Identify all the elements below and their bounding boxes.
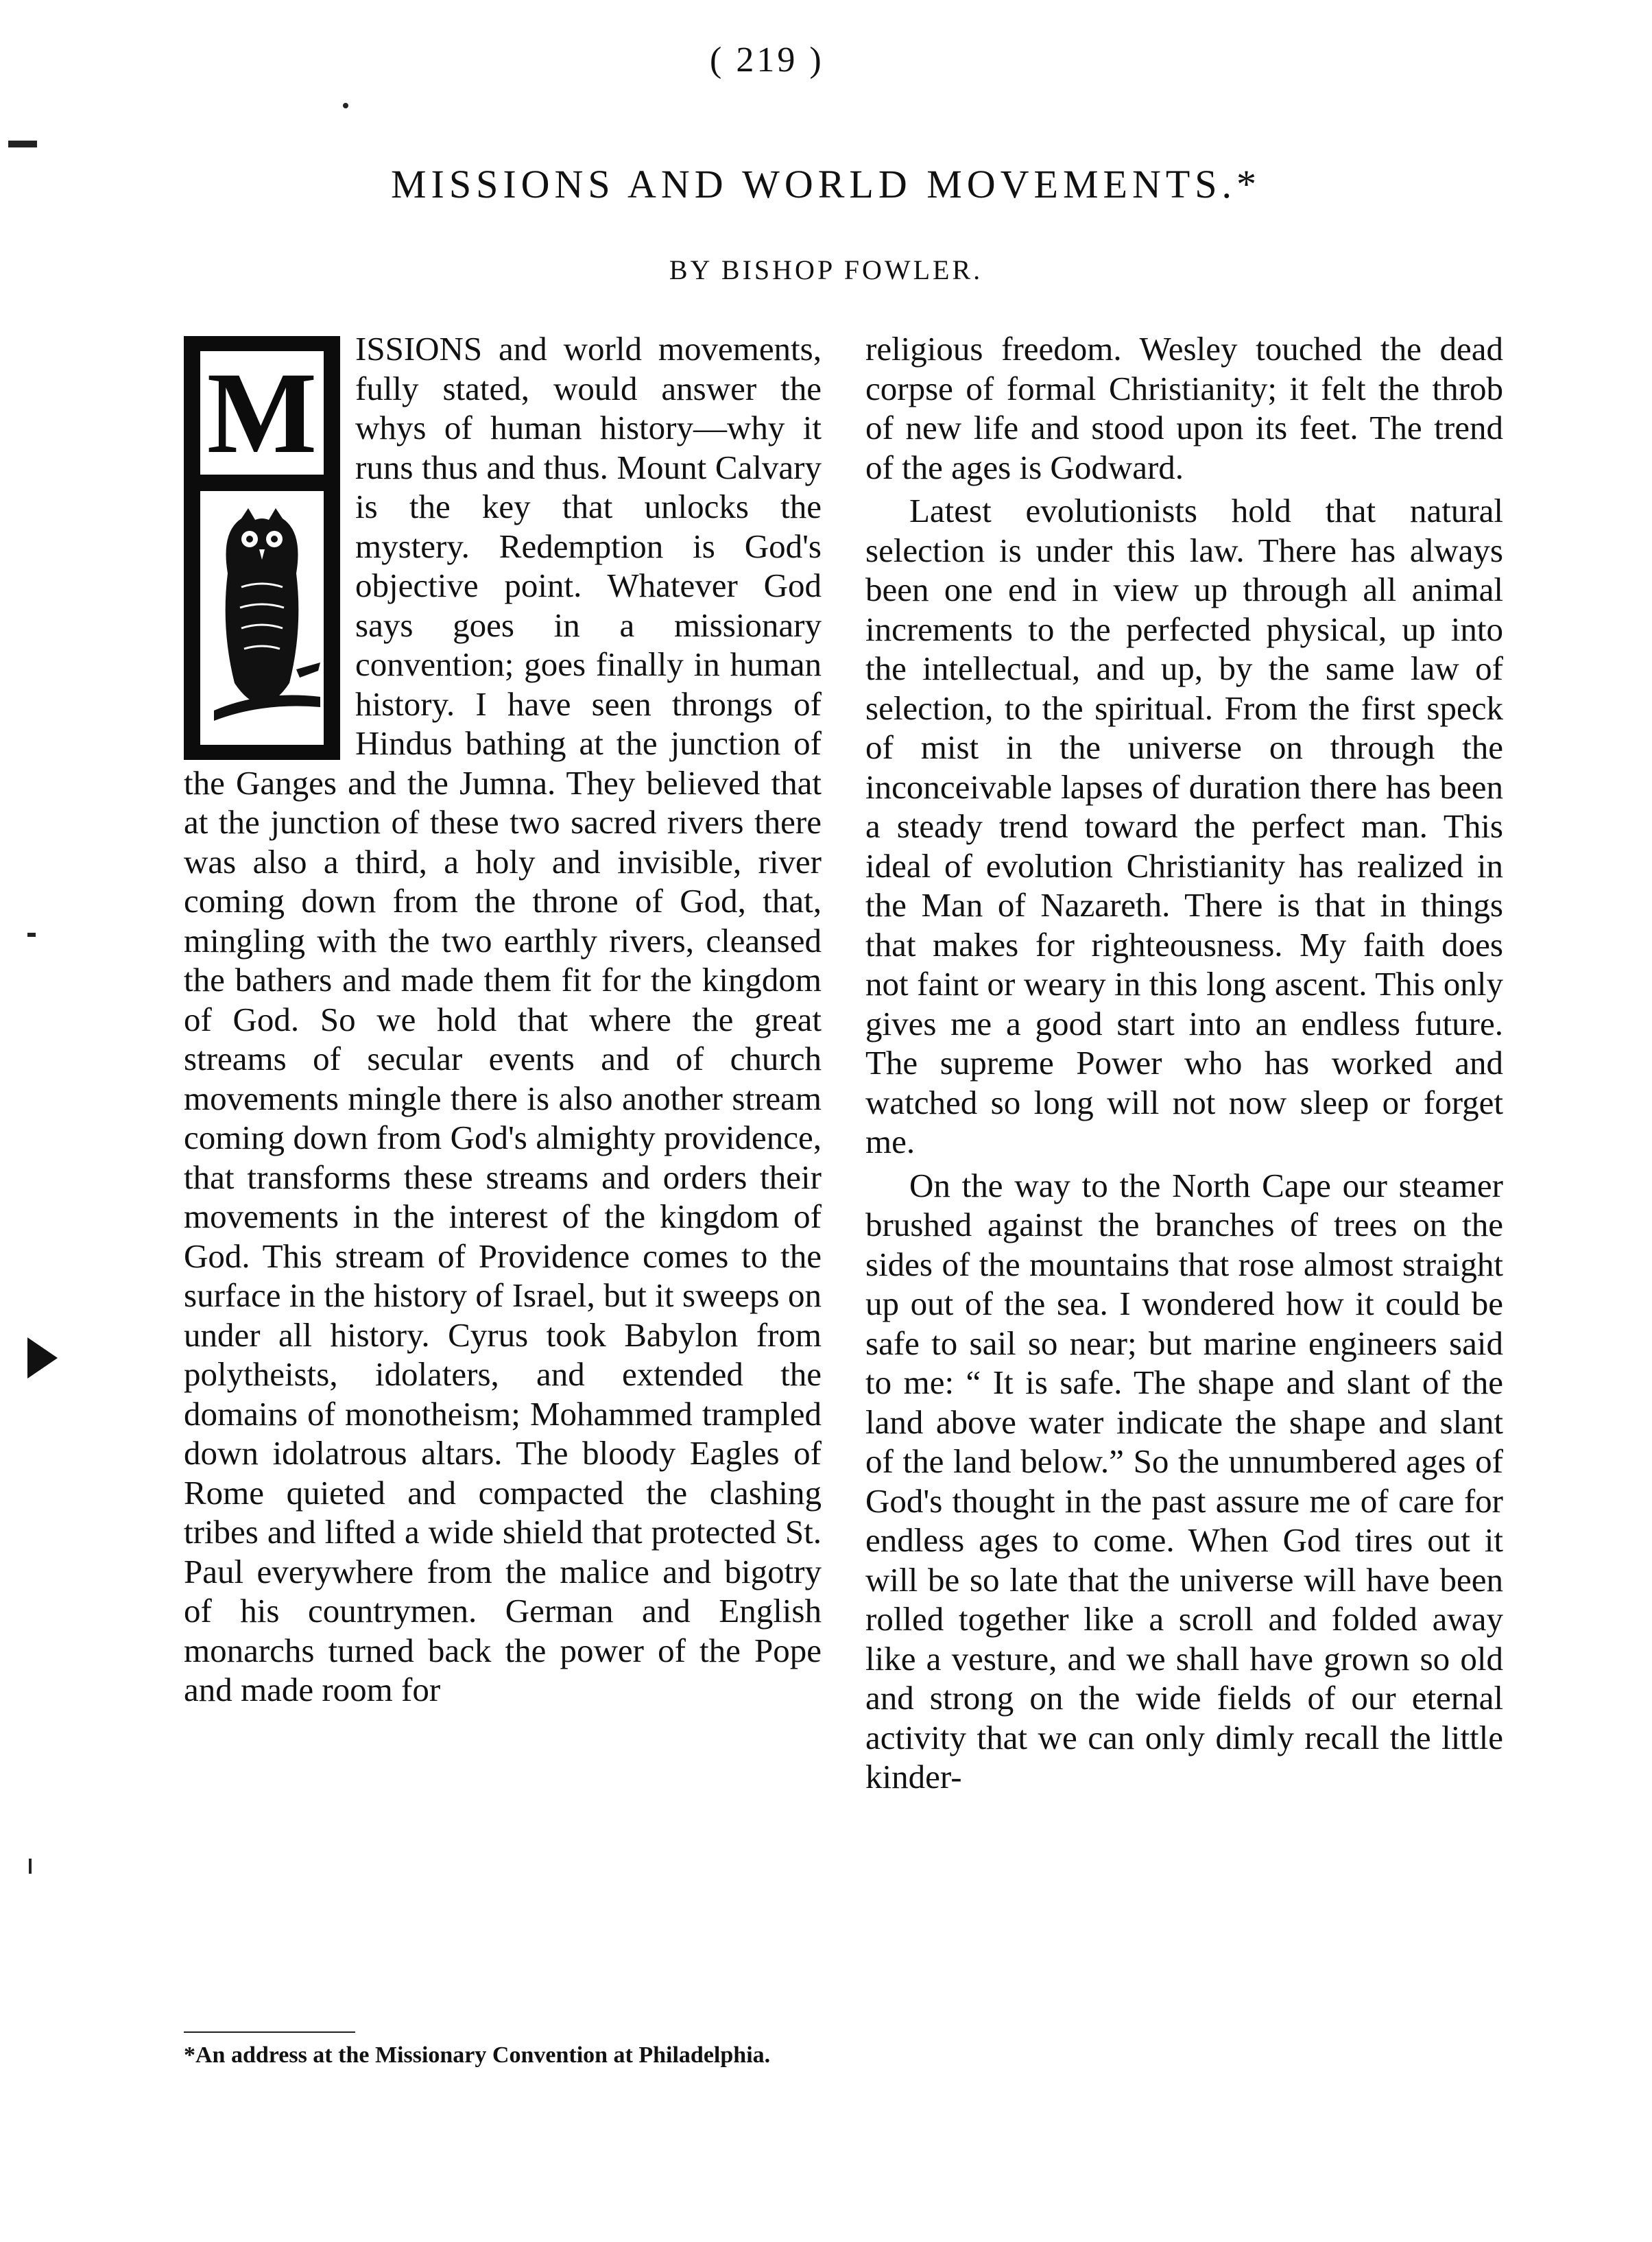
footnote-divider	[184, 2031, 355, 2033]
margin-mark	[29, 1859, 32, 1874]
margin-mark	[27, 933, 36, 937]
margin-pointer-icon	[27, 1337, 58, 1379]
page-number: ( 219 )	[710, 40, 824, 80]
paragraph: On the way to the North Cape our steamer brushed against the branches of trees on the sides of the mountains that rose almost straight up out of the sea. I wondered how it could be safe to sail so near; but marine engineers said to me: “ It is safe. The shape and slant of the land above water indicate the shape and slant of the land below.” So the unnumbered ages of God's thought in the past assure me of care for endless ages to come. When God tires out it will be so late that the universe will have been rolled together like a scroll and folded away like a vesture, and we shall have grown so old and strong on the wide fields of our eternal activity that we can only dimly recall the little kinder-	[865, 1166, 1503, 1796]
paragraph: religious freedom. Wesley touched the dead corpse of formal Christianity; it felt the throb of new life and stood upon its feet. The trend of the ages is Godward.	[865, 330, 1503, 486]
owl-icon	[200, 491, 324, 745]
article-byline: BY BISHOP FOWLER.	[669, 254, 983, 285]
paragraph: Latest evolutionists hold that natural selection is under this law. There has always been one end in view up through all animal increments to the perfected physical, up into the intellectual, and up, by the same law of selection, to the spiritual. From the first speck of mist in the universe on through the inconceivable lapses of duration there has been a steady trend toward the perfect man. This ideal of evolution Christianity has realized in the Man of Nazareth. There is that in things that makes for righteousness. My faith does not faint or weary in this long ascent. This only gives me a good start into an endless future. The supreme Power who has worked and watched so long will not now sleep or forget me.	[865, 492, 1503, 1160]
right-column	[865, 329, 1503, 1797]
article-title: MISSIONS AND WORLD MOVEMENTS.*	[390, 162, 1262, 206]
owl-illustration	[200, 491, 324, 745]
left-column-text: ISSIONS and world movements, fully stated, would answer the whys of human history—why it runs thus and thus. Mount Calvary is the key that unlocks the mystery. Redemption is God's objective point. Whatever God says goes in a missionary convention; goes finally in human history. I have seen throngs of Hindus bathing at the junction of the Ganges and the Jumna. They believed that at the junction of these two sacred rivers there was also a third, a holy and invisible, river coming down from the throne of God, that, mingling with the two earthly rivers, cleansed the bathers and made them fit for the kingdom of God. So we hold that where the great streams of secular events and of church movements mingle there is also another stream coming down from God's almighty providence, that transforms these streams and orders their movements in the interest of the kingdom of God. This stream of Providence comes to the surface in the history of Israel, but it sweeps on under all history. Cyrus took Babylon from polytheists, idolaters, and extended the domains of monotheism; Mohammed trampled down idolatrous altars. The bloody Eagles of Rome quieted and compacted the clashing tribes and lifted a wide shield that protected St. Paul everywhere from the malice and bigotry of his countrymen. German and English monarchs turned back the power of the Pope and made room for	[184, 330, 822, 1708]
left-column	[184, 329, 822, 1710]
margin-mark	[343, 103, 348, 108]
drop-cap-letter: M	[200, 351, 324, 475]
margin-mark	[8, 141, 37, 147]
footnote: *An address at the Missionary Convention at Philadelphia.	[184, 2042, 771, 2068]
drop-cap-ornament	[184, 336, 340, 760]
